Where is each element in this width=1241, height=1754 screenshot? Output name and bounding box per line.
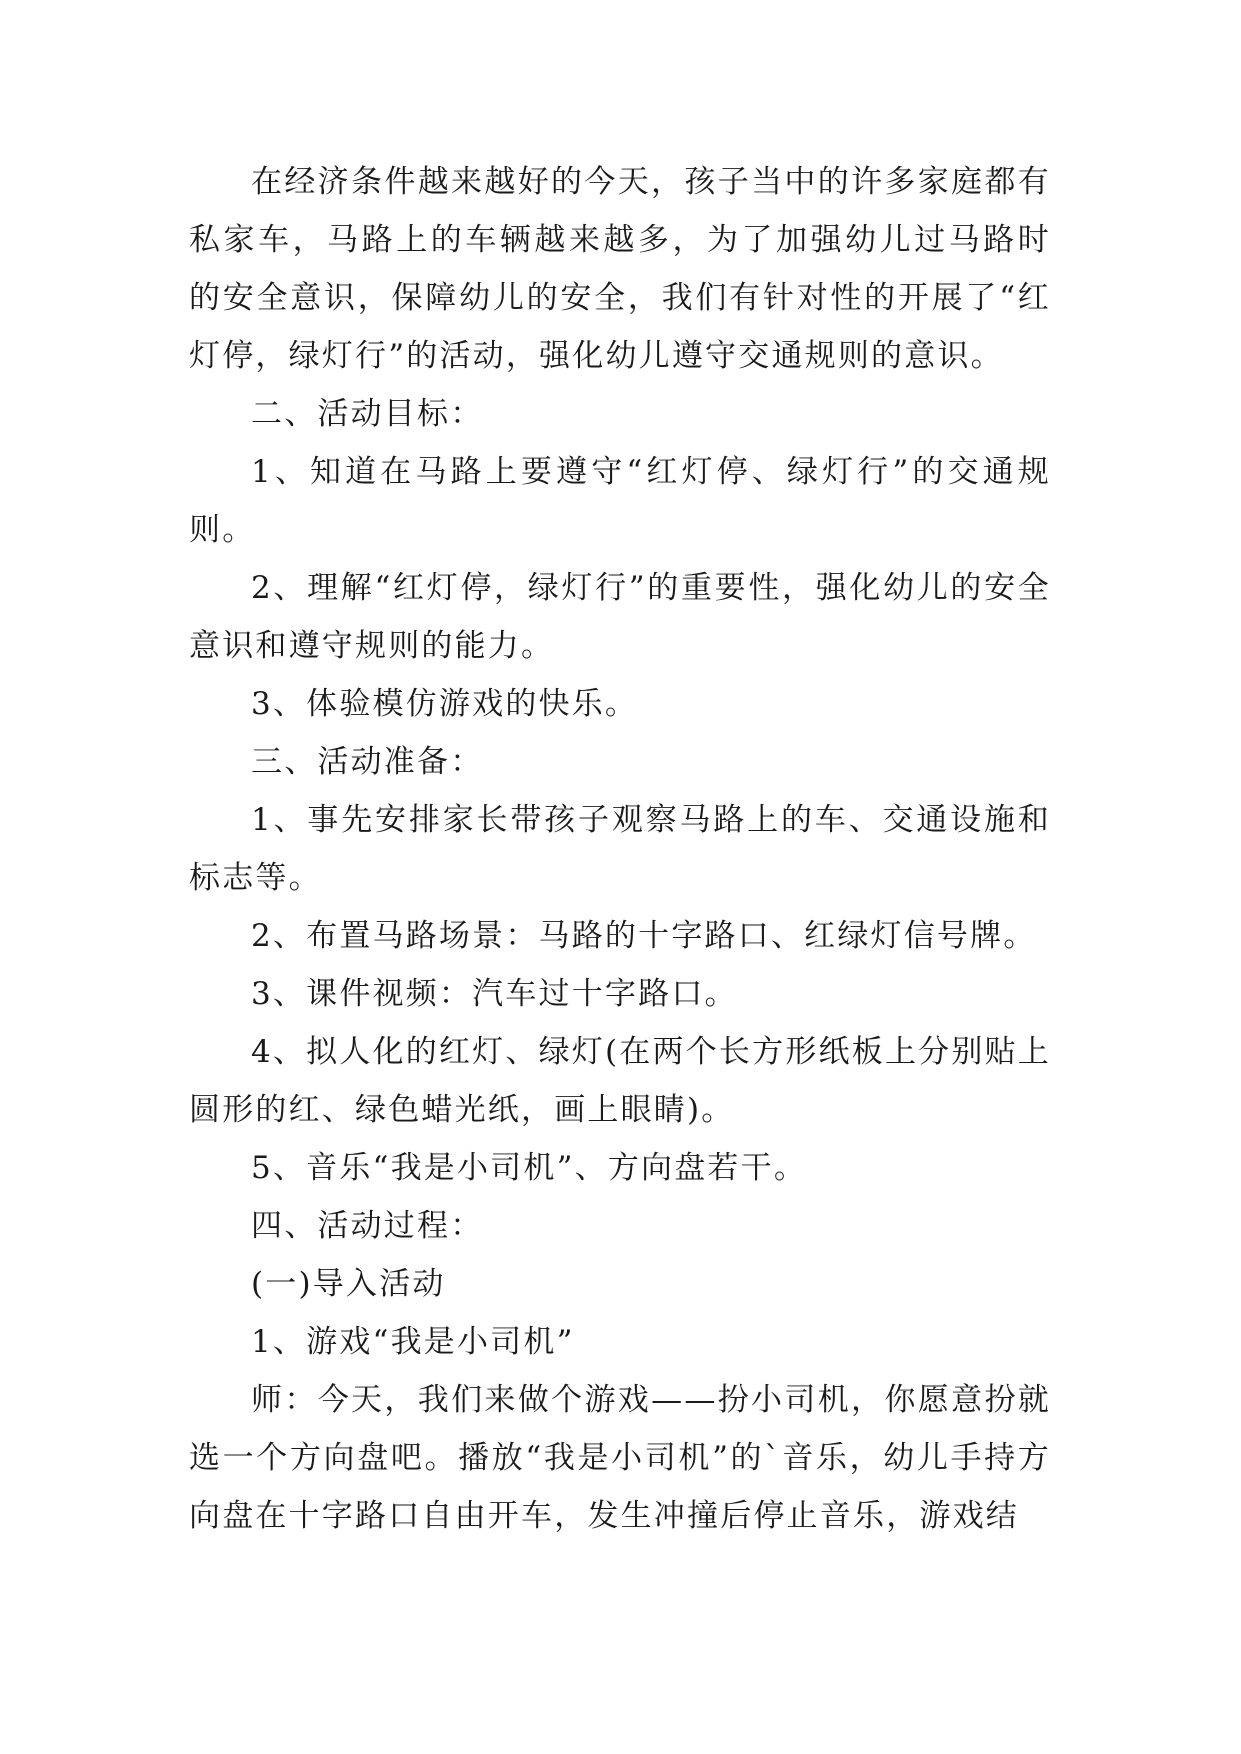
subsection-heading-intro: (一)导入活动 bbox=[251, 1266, 446, 1302]
prep-item-3: 3、课件视频：汽车过十字路口。 bbox=[251, 976, 738, 1012]
goal-item-2: 2、理解“红灯停，绿灯行”的重要性，强化幼儿的安全意识和遵守规则的能力。 bbox=[189, 570, 1051, 664]
intro-paragraph: 在经济条件越来越好的今天，孩子当中的许多家庭都有私家车，马路上的车辆越来越多，为了加强幼儿过马路时的安全意识，保障幼儿的安全，我们有针对性的开展了“红灯停，绿灯行”的活动，强化幼儿遵守交通规则的意识。 bbox=[189, 164, 1051, 374]
prep-item-4: 4、拟人化的红灯、绿灯(在两个长方形纸板上分别贴上圆形的红、绿色蜡光纸，画上眼睛)。 bbox=[189, 1034, 1051, 1128]
process-item-1: 1、游戏“我是小司机” bbox=[251, 1324, 575, 1360]
prep-item-5: 5、音乐“我是小司机”、方向盘若干。 bbox=[251, 1150, 808, 1186]
section-heading-goals: 二、活动目标： bbox=[251, 396, 484, 432]
goal-item-1: 1、知道在马路上要遵守“红灯停、绿灯行”的交通规则。 bbox=[189, 454, 1051, 548]
prep-item-2: 2、布置马路场景：马路的十字路口、红绿灯信号牌。 bbox=[251, 918, 1037, 954]
goal-item-3: 3、体验模仿游戏的快乐。 bbox=[251, 686, 639, 722]
teacher-dialogue-paragraph: 师：今天，我们来做个游戏——扮小司机，你愿意扮就选一个方向盘吧。播放“我是小司机”的`音乐，幼儿手持方向盘在十字路口自由开车，发生冲撞后停止音乐，游戏结 bbox=[189, 1382, 1051, 1534]
prep-item-1: 1、事先安排家长带孩子观察马路上的车、交通设施和标志等。 bbox=[189, 802, 1051, 896]
section-heading-preparation: 三、活动准备： bbox=[251, 744, 484, 780]
document-body bbox=[189, 153, 1051, 1545]
section-heading-process: 四、活动过程： bbox=[251, 1208, 484, 1244]
